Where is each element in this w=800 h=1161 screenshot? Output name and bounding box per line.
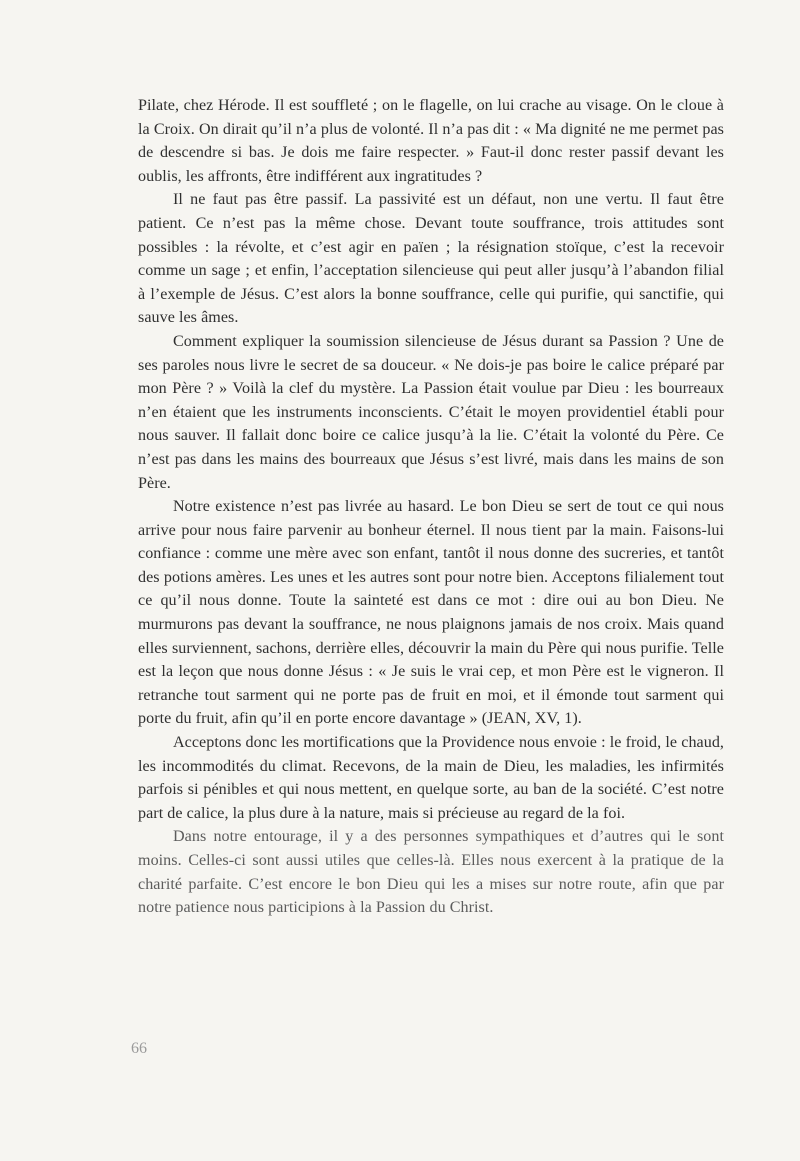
paragraph-4: Notre existence n’est pas livrée au hasard. Le bon Dieu se sert de tout ce qui nous arrive pour nous faire parvenir au bonheur éternel. Il nous tient par la main. Faisons-lui confiance : comme une mère avec son enfant, tantôt il nous donne des sucreries, et tantôt des potions amères. Les unes et les autres sont pour notre bien. Acceptons filialement tout ce qu’il nous donne. Toute la sainteté est dans ce mot : dire oui au bon Dieu. Ne murmurons pas devant la souffrance, ne nous plaignons jamais de nos croix. Mais quand elles surviennent, sachons, derrière elles, découvrir la main du Père qui nous purifie. Telle est la leçon que nous donne Jésus : « Je suis le vrai cep, et mon Père est le vigneron. Il retranche tout sarment qui ne porte pas de fruit en moi, et il émonde tout sarment qui porte du fruit, afin qu’il en porte encore davantage » (JEAN, XV, 1). xyxy=(138,498,724,728)
paragraph-1: Pilate, chez Hérode. Il est souffleté ; on le flagelle, on lui crache au visage. On le cloue à la Croix. On dirait qu’il n’a plus de volonté. Il n’a pas dit : « Ma dignité ne me permet pas de descendre si bas. Je dois me faire respecter. » Faut-il donc rester passif devant les oublis, les affronts, être indifférent aux ingratitudes ? xyxy=(138,97,724,185)
paragraph-6: Dans notre entourage, il y a des personnes sympathiques et d’autres qui le sont moins. Celles-ci sont aussi utiles que celles-là. Elles nous exercent à la pratique de la charité parfaite. C’est encore le bon Dieu qui les a mises sur notre route, afin que par notre patience nous participions à la Passion du Christ. xyxy=(138,828,724,917)
body-text xyxy=(138,94,724,920)
page-number: 66 xyxy=(131,1040,147,1057)
paragraph-2: Il ne faut pas être passif. La passivité est un défaut, non une vertu. Il faut être patient. Ce n’est pas la même chose. Devant toute souffrance, trois attitudes sont possibles : la révolte, et c’est agir en païen ; la résignation stoïque, c’est la recevoir comme un sage ; et enfin, l’acceptation silencieuse qui peut aller jusqu’à l’abandon filial à l’exemple de Jésus. C’est alors la bonne souffrance, celle qui purifie, qui sanctifie, qui sauve les âmes. xyxy=(138,191,724,327)
paragraph-3: Comment expliquer la soumission silencieuse de Jésus durant sa Passion ? Une de ses paroles nous livre le secret de sa douceur. « Ne dois-je pas boire le calice préparé par mon Père ? » Voilà la clef du mystère. La Passion était voulue par Dieu : les bourreaux n’en étaient que les instruments inconscients. C’était le moyen providentiel établi pour nous sauver. Il fallait donc boire ce calice jusqu’à la lie. C’était la volonté du Père. Ce n’est pas dans les mains des bourreaux que Jésus s’est livré, mais dans les mains de son Père. xyxy=(138,332,724,492)
paragraph-5: Acceptons donc les mortifications que la Providence nous envoie : le froid, le chaud, les incommodités du climat. Recevons, de la main de Dieu, les maladies, les infirmités parfois si pénibles et qui nous mettent, en quelque sorte, au ban de la société. C’est notre part de calice, la plus dure à la nature, mais si précieuse au regard de la foi. xyxy=(138,734,724,822)
